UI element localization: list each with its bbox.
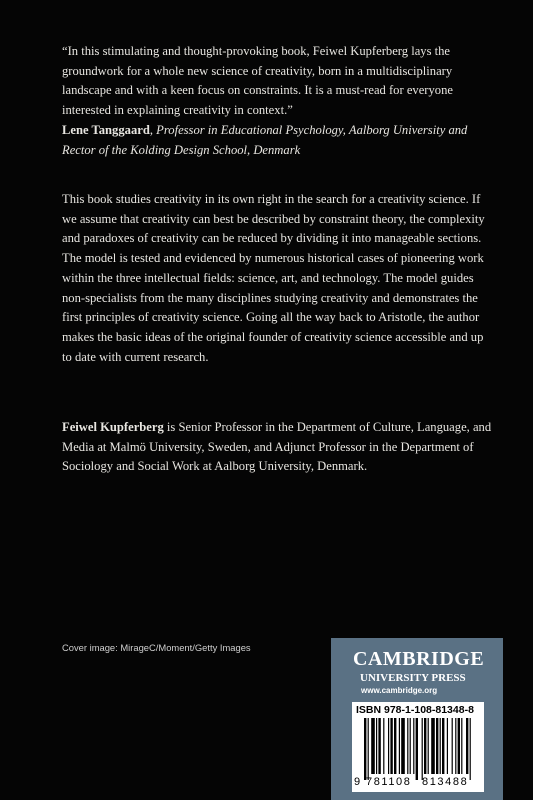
attribution-separator: , [149, 122, 157, 137]
publisher-panel [331, 638, 503, 800]
endorser-title: Professor in Educational Psychology, Aalborg University and Rector of the Kolding Design School, Denmark [62, 122, 468, 157]
barcode-left-group: 781108 [366, 776, 412, 788]
endorsement-blurb [62, 42, 494, 160]
author-bio-text: is Senior Professor in the Department of Culture, Language, and Media at Malmö University, Sweden, and Adjunct Professor in the Department of Sociology and Social Work at Aalborg University, Denmark. [62, 420, 492, 474]
isbn-label: ISBN 978-1-108-81348-8 [356, 704, 474, 716]
endorser-name: Lene Tanggaard [62, 122, 150, 137]
publisher-logo-subtitle: UNIVERSITY PRESS [360, 672, 466, 684]
isbn-barcode [352, 702, 484, 792]
author-name: Feiwel Kupferberg [62, 420, 164, 434]
endorsement-attribution [62, 123, 467, 157]
author-bio [62, 418, 494, 477]
barcode-right-group: 813488 [422, 776, 469, 788]
publisher-logo-name: CAMBRIDGE [353, 648, 485, 670]
book-description: This book studies creativity in its own right in the search for a creativity science. If we assume that creativity can best be described by constraint theory, the complexity and paradoxes of creativity can be reduced by dividing it into manageable sections. The model is tested and evidenced by numerous historical cases of pioneering work within the three intellectual fields: science, art, and technology. The model guides non-specialists from the many disciplines studying creativity and demonstrates the first principles of creativity science. Going all the way back to Aristotle, the author makes the basic ideas of the original founder of creativity science accessible and up to date with current research. [62, 192, 485, 364]
barcode-first-digit: 9 [354, 776, 361, 788]
endorsement-quote: “In this stimulating and thought-provoking book, Feiwel Kupferberg lays the groundwork for a whole new science of creativity, born in a multidisciplinary landscape and with a keen focus on constraints. It is a must-read for everyone interested in explaining creativity in context.” [62, 44, 453, 118]
cover-image-credit: Cover image: MirageC/Moment/Getty Images [62, 642, 251, 653]
publisher-url: www.cambridge.org [361, 686, 438, 695]
